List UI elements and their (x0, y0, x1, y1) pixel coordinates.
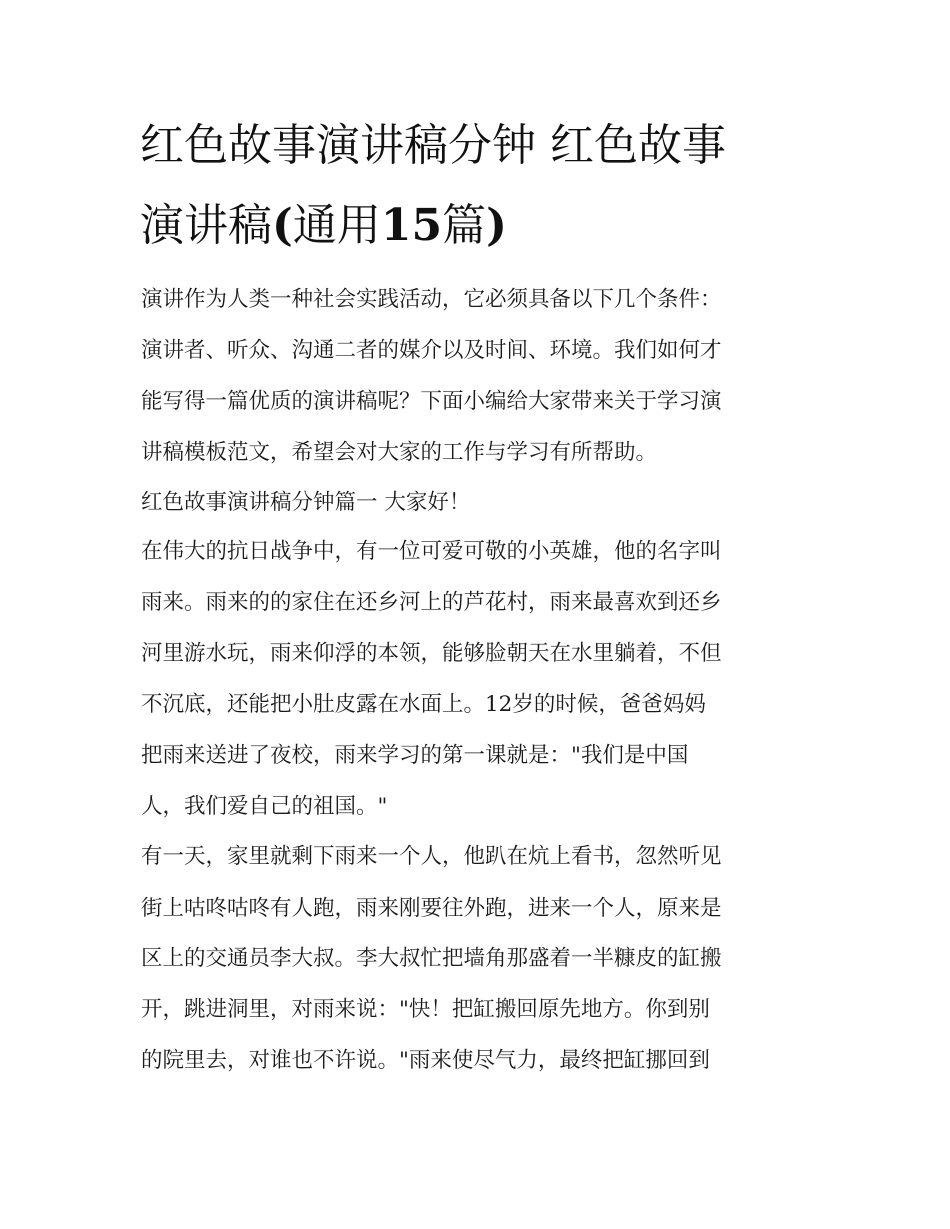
body-line-12: 有一天，家里就剩下雨来一个人，他趴在炕上看书，忽然听见 (141, 844, 722, 869)
body-line-9: 不沉底，还能把小肚皮露在水面上。12岁的时候，爸爸妈妈 (141, 692, 706, 717)
body-line-3: 能写得一篇优质的演讲稿呢？下面小编给大家带来关于学习演 (141, 389, 722, 414)
body-line-14: 区上的交通员李大叔。李大叔忙把墙角那盛着一半糠皮的缸搬 (141, 946, 722, 971)
body-line-11: 人，我们爱自己的祖国。" (141, 794, 388, 819)
body-line-15: 开，跳进洞里，对雨来说："快！把缸搬回原先地方。你到别 (141, 997, 710, 1022)
body-line-1: 演讲作为人类一种社会实践活动，它必须具备以下几个条件： (141, 287, 722, 312)
body-line-2: 演讲者、听众、沟通二者的媒介以及时间、环境。我们如何才 (141, 338, 722, 363)
document-title-line-2 (140, 196, 840, 256)
body-line-4: 讲稿模板范文，希望会对大家的工作与学习有所帮助。 (141, 440, 658, 465)
body-line-6: 在伟大的抗日战争中，有一位可爱可敬的小英雄，他的名字叫 (141, 539, 722, 564)
body-line-8: 河里游水玩，雨来仰浮的本领，能够脸朝天在水里躺着，不但 (141, 641, 722, 666)
document-title-line-1: 红色故事演讲稿分钟 红色故事 (140, 120, 726, 171)
document-title-line-2-text: 演讲稿(通用15篇) (140, 200, 507, 251)
body-line-10: 把雨来送进了夜校，雨来学习的第一课就是："我们是中国 (141, 743, 689, 768)
body-line-13: 街上咕咚咕咚有人跑，雨来刚要往外跑，进来一个人，原来是 (141, 896, 722, 921)
body-line-7: 雨来。雨来的的家住在还乡河上的芦花村，雨来最喜欢到还乡 (141, 590, 722, 615)
body-line-16: 的院里去，对谁也不许说。"雨来使尽气力，最终把缸挪回到 (141, 1048, 710, 1073)
body-line-5: 红色故事演讲稿分钟篇一 大家好！ (141, 490, 471, 515)
